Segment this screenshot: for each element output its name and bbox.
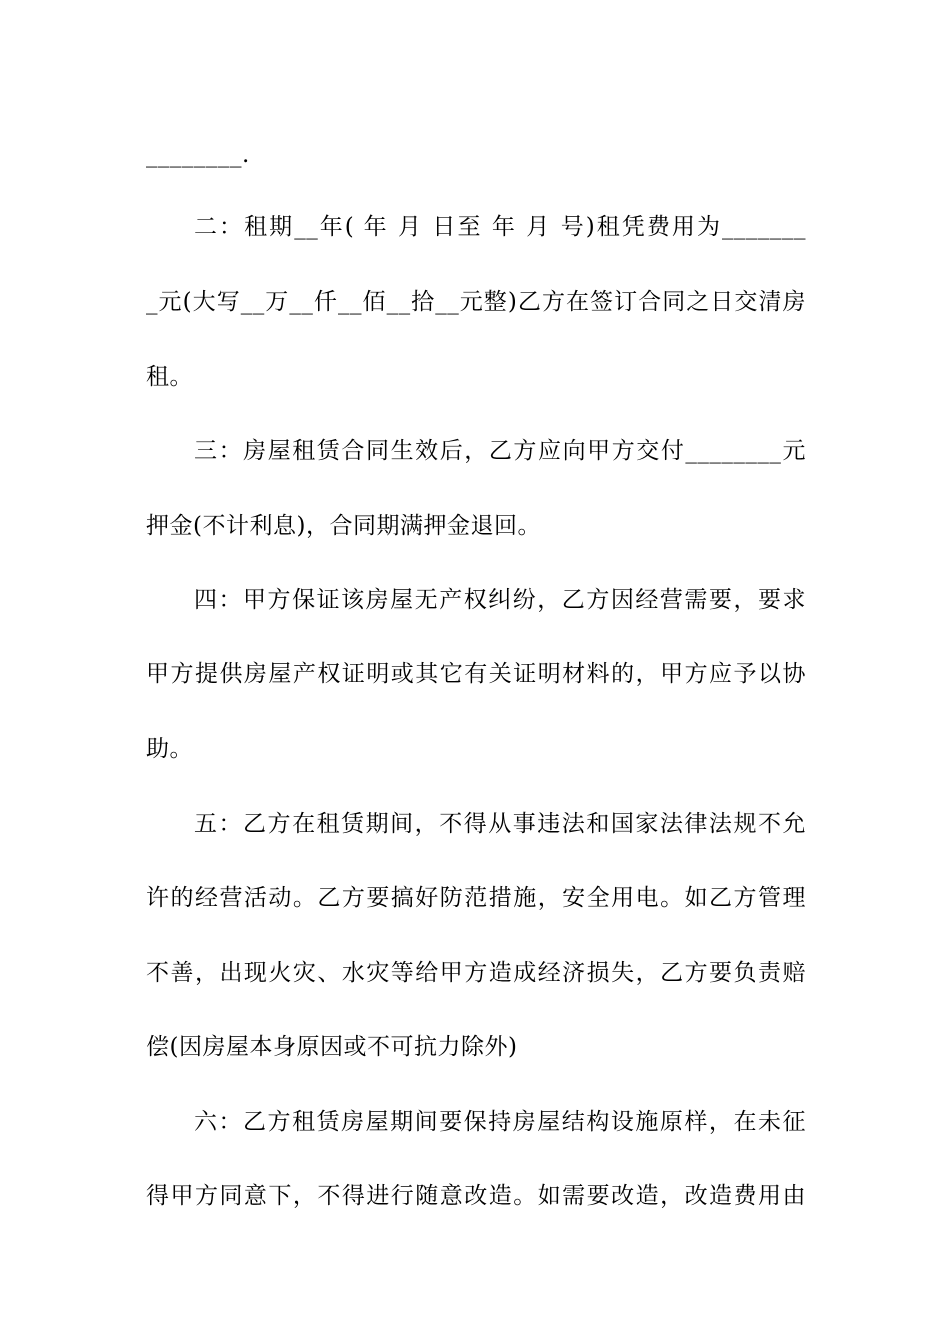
text-line: ________. bbox=[146, 142, 250, 168]
text-line: 六：乙方租赁房屋期间要保持房屋结构设施原样，在未征 bbox=[194, 1109, 806, 1135]
text-line: 偿(因房屋本身原因或不可抗力除外) bbox=[146, 1034, 518, 1060]
text-line: 甲方提供房屋产权证明或其它有关证明材料的，甲方应予以协 bbox=[146, 661, 806, 687]
text-line: 二：租期__年( 年 月 日至 年 月 号)租凭费用为_______ bbox=[194, 214, 806, 240]
text-line: 四：甲方保证该房屋无产权纠纷，乙方因经营需要，要求 bbox=[194, 587, 806, 613]
text-line: 不善，出现火灾、水灾等给甲方造成经济损失，乙方要负责赔 bbox=[146, 960, 806, 986]
text-line: 五：乙方在租赁期间，不得从事违法和国家法律法规不允 bbox=[194, 811, 806, 837]
text-line: 得甲方同意下，不得进行随意改造。如需要改造，改造费用由 bbox=[146, 1183, 806, 1209]
text-line: 押金(不计利息)，合同期满押金退回。 bbox=[146, 513, 541, 539]
text-line: 租。 bbox=[146, 364, 193, 390]
text-line: 三：房屋租赁合同生效后，乙方应向甲方交付________元 bbox=[194, 438, 806, 464]
text-line: _元(大写__万__仟__佰__拾__元整)乙方在签订合同之日交清房 bbox=[146, 289, 806, 315]
text-line: 助。 bbox=[146, 736, 193, 762]
text-line: 许的经营活动。乙方要搞好防范措施，安全用电。如乙方管理 bbox=[146, 885, 806, 911]
